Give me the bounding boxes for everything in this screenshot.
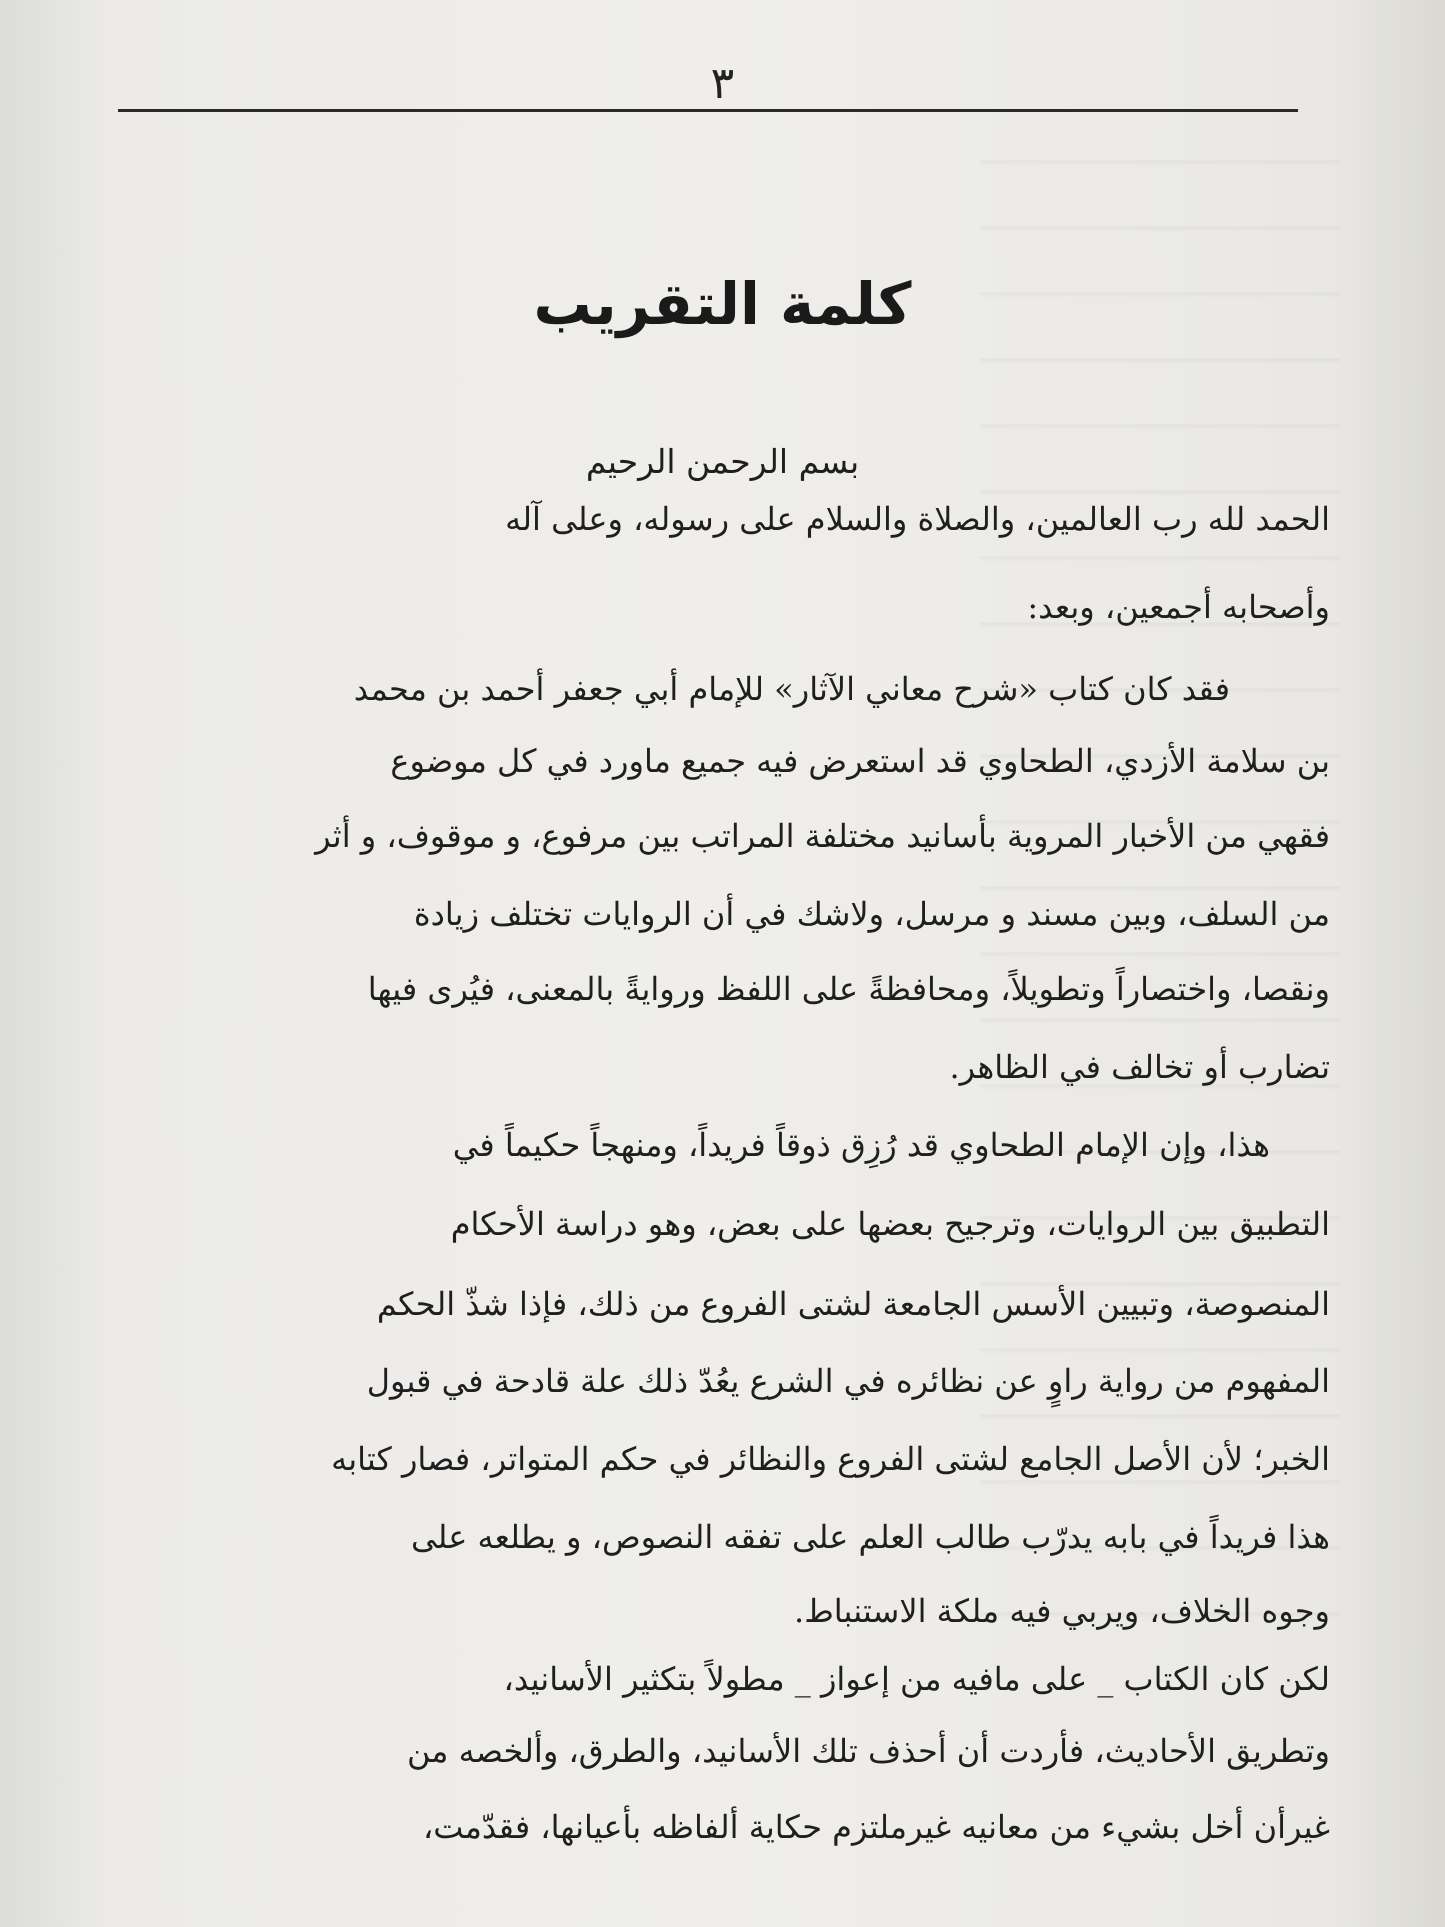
- text-line: لكن كان الكتاب _ على مافيه من إعواز _ مطولاً بتكثير الأسانيد،: [503, 1660, 1330, 1698]
- text-line: غيرأن أخل بشيء من معانيه غيرملتزم حكاية ألفاظه بأعيانها، فقدّمت،: [422, 1808, 1330, 1846]
- page-title: كلمة التقريب: [533, 270, 912, 338]
- text-line: الخبر؛ لأن الأصل الجامع لشتى الفروع والنظائر في حكم المتواتر، فصار كتابه: [331, 1440, 1330, 1478]
- text-line: المنصوصة، وتبيين الأسس الجامعة لشتى الفروع من ذلك، فإذا شذّ الحكم: [376, 1285, 1330, 1323]
- header-rule: [118, 109, 1298, 112]
- bleed-through-texture: [980, 130, 1340, 1630]
- text-line: ونقصا، واختصاراً وتطويلاً، ومحافظةً على اللفظ وروايةً بالمعنى، فيُرى فيها: [367, 970, 1330, 1008]
- text-line: وتطريق الأحاديث، فأردت أن أحذف تلك الأسانيد، والطرق، وألخصه من: [406, 1732, 1330, 1770]
- text-line: بن سلامة الأزدي، الطحاوي قد استعرض فيه جميع ماورد في كل موضوع: [390, 742, 1330, 780]
- page-number: ٣: [710, 58, 735, 109]
- text-line: المفهوم من رواية راوٍ عن نظائره في الشرع يعُدّ ذلك علة قادحة في قبول: [366, 1362, 1330, 1400]
- basmala: بسم الرحمن الرحيم: [585, 442, 860, 481]
- text-line: فقهي من الأخبار المروية بأسانيد مختلفة المراتب بين مرفوع، و موقوف، و أثر: [315, 817, 1330, 855]
- text-line: هذا فريداً في بابه يدرّب طالب العلم على تفقه النصوص، و يطلعه على: [410, 1518, 1330, 1556]
- text-line: هذا، وإن الإمام الطحاوي قد رُزِق ذوقاً فريداً، ومنهجاً حكيماً في: [452, 1126, 1270, 1164]
- text-line: الحمد لله رب العالمين، والصلاة والسلام على رسوله، وعلى آله: [505, 500, 1330, 538]
- text-line: التطبيق بين الروايات، وترجيح بعضها على بعض، وهو دراسة الأحكام: [450, 1205, 1330, 1243]
- text-line: فقد كان كتاب «شرح معاني الآثار» للإمام أبي جعفر أحمد بن محمد: [353, 670, 1230, 708]
- text-line: تضارب أو تخالف في الظاهر.: [949, 1048, 1330, 1086]
- text-line: وأصحابه أجمعين، وبعد:: [1027, 588, 1330, 626]
- text-line: من السلف، وبين مسند و مرسل، ولاشك في أن الروايات تختلف زيادة: [413, 895, 1330, 933]
- text-line: وجوه الخلاف، ويربي فيه ملكة الاستنباط.: [794, 1592, 1330, 1630]
